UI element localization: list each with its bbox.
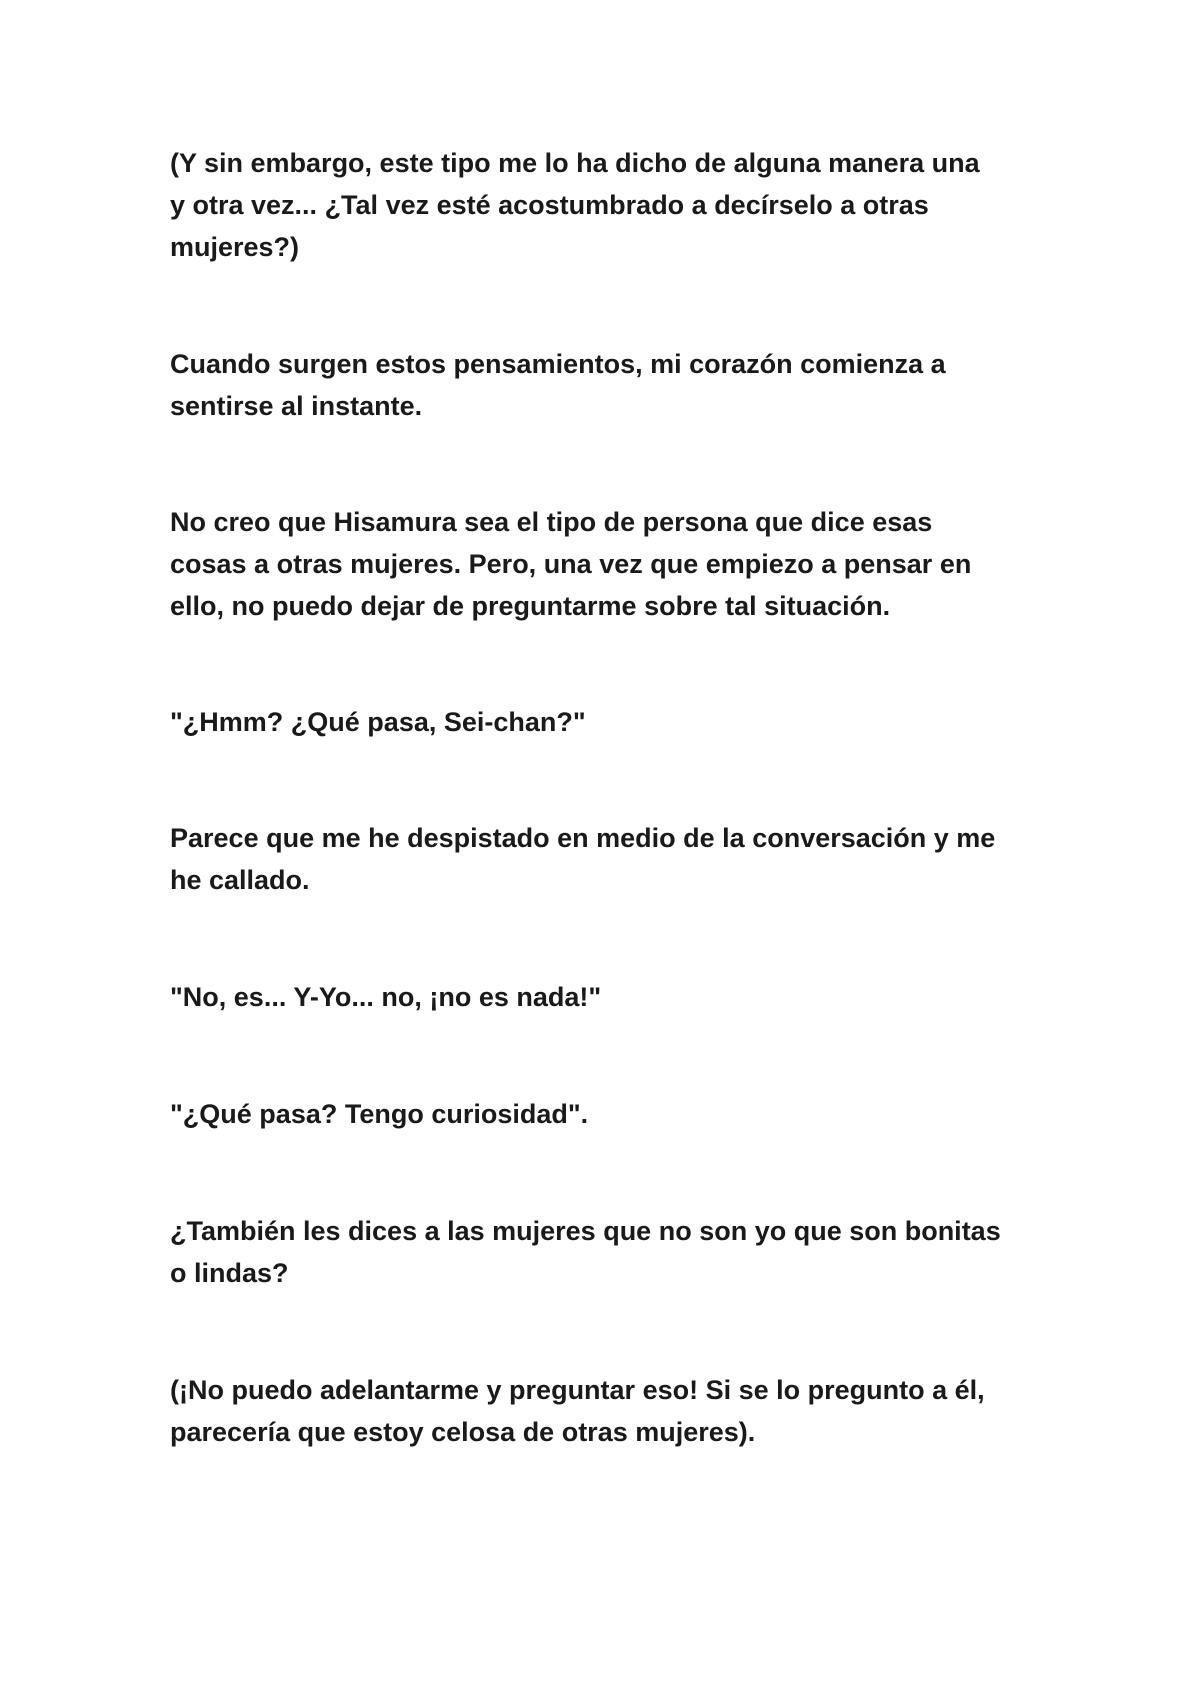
paragraph: (¡No puedo adelantarme y preguntar eso! Si se lo pregunto a él, parecería que estoy celosa de otras mujeres). — [170, 1375, 985, 1447]
paragraph: No creo que Hisamura sea el tipo de persona que dice esas cosas a otras mujeres. Pero, una vez que empiezo a pensar en ello, no puedo dejar de preguntarme sobre tal situación. — [170, 507, 972, 621]
paragraph: Parece que me he despistado en medio de la conversación y me he callado. — [170, 823, 996, 895]
dialogue-line: "¿Hmm? ¿Qué pasa, Sei-chan?" — [170, 707, 586, 737]
paragraph: Cuando surgen estos pensamientos, mi corazón comienza a sentirse al instante. — [170, 349, 946, 421]
dialogue-line: "No, es... Y-Yo... no, ¡no es nada!" — [170, 982, 602, 1012]
paragraph: ¿También les dices a las mujeres que no son yo que son bonitas o lindas? — [170, 1216, 1001, 1288]
paragraph: (Y sin embargo, este tipo me lo ha dicho de alguna manera una y otra vez... ¿Tal vez esté acostumbrado a decírselo a otras mujeres?) — [170, 148, 980, 262]
dialogue-line: "¿Qué pasa? Tengo curiosidad". — [170, 1099, 589, 1129]
